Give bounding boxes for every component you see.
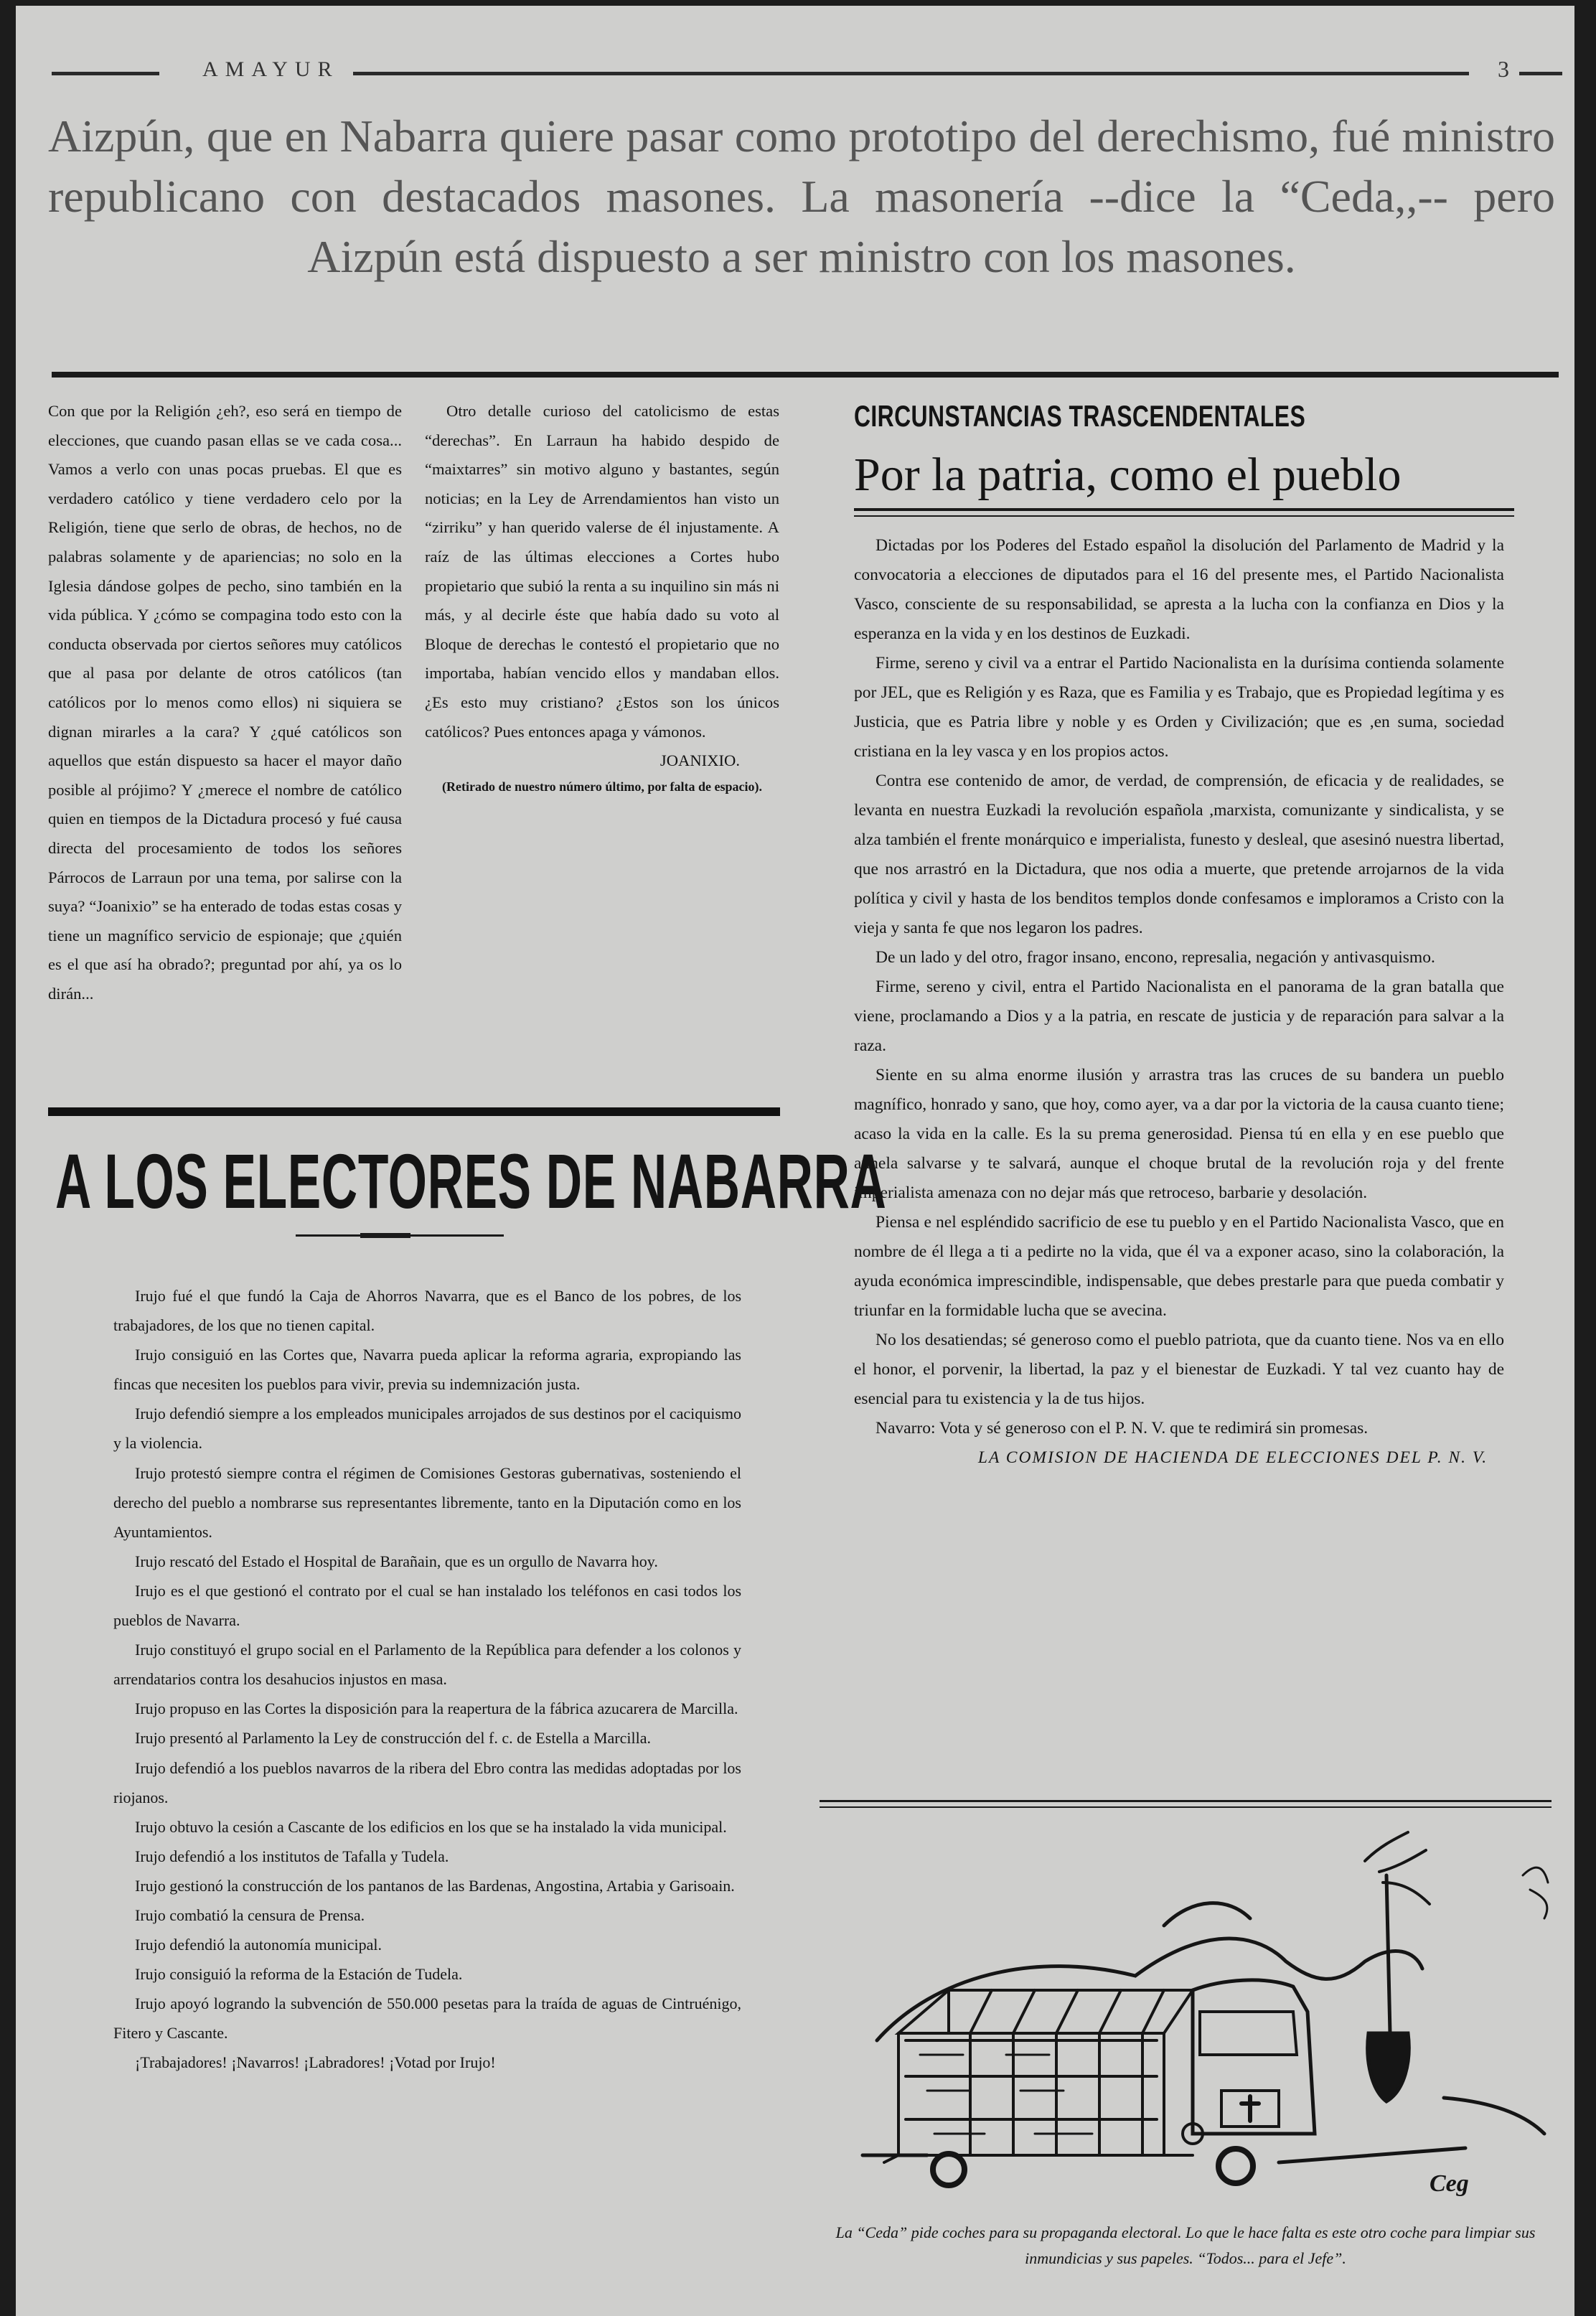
- article-left-paragraph-1: Con que por la Religión ¿eh?, eso será en tiempo de elecciones, que cuando pasan ellas se ve cada cosa... Vamos a verlo con unas pocas pruebas. El que es verdadero católico y tiene verdadero celo por la Religión, tiene que serlo de obras, de hechos, no de palabras solamente y de apariencias; no solo en la Iglesia dándose golpes de pecho, sino también en la vida pública. Y ¿cómo se compagina todo esto con la conducta observada por ciertos señores muy católicos que al pasa por delante de otros católicos (tan católicos por lo menos como ellos) ni siquiera se dignan mirarles a la cara? Y ¿qué católicos son aquellos que están dispuesto sa hacer el mayor daño posible al prójimo? Y ¿merece el nombre de católico quien en tiempos de la Dictadura procesó y fué causa directa del procesamiento de todos los señores Párrocos de Larraun por una tema, por salirse con la suya? “Joanixio” se ha enterado de todas estas cosas y tiene un magnífico servicio de espionaje; que ¿quién es el que así ha obrado?; preguntad por ahí, ya os lo dirán...: [48, 402, 402, 1003]
- title-rule: [854, 508, 1514, 511]
- cartoon-rule: [820, 1806, 1552, 1808]
- cartoon-bushes: [1523, 1867, 1548, 1918]
- electors-paragraph: Irujo combatió la censura de Prensa.: [135, 1905, 365, 1924]
- article-right-paragraph: Piensa e nel espléndido sacrificio de ese tu pueblo y en el Partido Nacionalista Vasco, que en nombre de él llega a ti a pedirte no la vida, que él va a exponer acaso, sino la colaboración, la ayuda económica imprescindible, indispensable, que debes prestarle para que pueda combatir y triunfar en la formidable lucha que se avecina.: [854, 1213, 1504, 1320]
- page-number: 3: [1498, 56, 1509, 82]
- electors-paragraph: Irujo defendió a los pueblos navarros de la ribera del Ebro contra las medidas adoptadas por los riojanos.: [113, 1758, 741, 1806]
- article-right-paragraph: No los desatiendas; sé generoso como el pueblo patriota, que da cuanto tiene. Nos va en ello el honor, el porvenir, la libertad, la paz y el bienestar de Euzkadi. Y tal vez cuanto hay de esencial para tu existencia y la de tus hijos.: [854, 1331, 1504, 1408]
- electors-paragraph: Irujo apoyó logrando la subvención de 550.000 pesetas para la traída de aguas de Cintruénigo, Fitero y Cascante.: [113, 1994, 741, 2043]
- cartoon-artist-signature: Ceg: [1430, 2170, 1469, 2197]
- article-left-note: (Retirado de nuestro número último, por falta de espacio).: [442, 779, 762, 794]
- article-right-paragraph: Navarro: Vota y sé generoso con el P. N. V. que te redimirá sin promesas.: [876, 1419, 1369, 1438]
- masthead-name: AMAYUR: [202, 57, 339, 81]
- electors-closing: ¡Trabajadores! ¡Navarros! ¡Labradores! ¡Votad por Irujo!: [135, 2053, 496, 2072]
- article-right-title: Por la patria, como el pueblo: [854, 449, 1402, 501]
- electors-paragraph: Irujo presentó al Parlamento la Ley de construcción del f. c. de Estella a Marcilla.: [135, 1729, 651, 1748]
- electors-body: [113, 1281, 741, 2078]
- article-right-paragraph: Firme, sereno y civil va a entrar el Partido Nacionalista en la durísima contienda solamente por JEL, que es Religión y es Raza, que es Familia y es Trabajo, que es Propiedad legítima y es Justicia, que es Patria libre y noble y es Orden y Civilización; que es ,en suma, sociedad cristiana en la ley vasca y en los propios actos.: [854, 654, 1504, 761]
- electors-paragraph: Irujo propuso en las Cortes la disposición para la reapertura de la fábrica azucarera de Marcilla.: [135, 1700, 738, 1718]
- electors-paragraph: Irujo protestó siempre contra el régimen de Comisiones Gestoras gubernativas, sosteniendo el derecho del pueblo a nombrarse sus representantes libremente, tanto en la Diputación como en los Ayuntamientos.: [113, 1463, 741, 1541]
- header-rule-right: [1519, 72, 1562, 75]
- cartoon-ground-right: [1444, 2098, 1544, 2134]
- article-right-paragraph: Firme, sereno y civil, entra el Partido Nacionalista en el panorama de la gran batalla que viene, proclamando a Dios y a la patria, en rescate de justicia y de reparación para salvar a la raza.: [854, 977, 1504, 1055]
- electors-paragraph: Irujo defendió la autonomía municipal.: [135, 1936, 382, 1954]
- electors-paragraph: Irujo constituyó el grupo social en el Parlamento de la República para defender a los colonos y arrendatarios contra los desahucios injustos en masa.: [113, 1641, 741, 1689]
- electors-rule: [48, 1107, 780, 1116]
- electors-title: [55, 1138, 887, 1224]
- article-right-body: [854, 531, 1504, 1473]
- electors-paragraph: Irujo rescató del Estado el Hospital de Barañain, que es un orgullo de Navarra hoy.: [135, 1552, 658, 1570]
- electors-paragraph: Irujo defendió a los institutos de Tafalla y Tudela.: [135, 1847, 449, 1865]
- running-header: [52, 56, 1562, 85]
- headline-rule: [52, 372, 1559, 378]
- article-left-column-1: [48, 397, 402, 1008]
- electors-paragraph: Irujo fué el que fundó la Caja de Ahorros Navarra, que es el Banco de los pobres, de los trabajadores, de los que no tienen capital.: [113, 1287, 741, 1335]
- article-right-paragraph: Dictadas por los Poderes del Estado español la disolución del Parlamento de Madrid y la convocatoria a elecciones de diputados para el 16 del presente mes, el Partido Nacionalista Vasco, consciente de su responsabilidad, se apresta a la lucha con la confianza en Dios y la esperanza en la vida y en los destinos de Euzkadi.: [854, 536, 1504, 643]
- header-rule-left: [52, 72, 159, 75]
- title-rule: [854, 515, 1514, 517]
- electors-paragraph: Irujo consiguió la reforma de la Estación de Tudela.: [135, 1965, 463, 1984]
- electors-paragraph: Irujo es el que gestionó el contrato por el cual se han instalado los teléfonos en casi todos los pueblos de Navarra.: [113, 1581, 741, 1630]
- article-right-kicker: CIRCUNSTANCIAS TRASCENDENTALES: [854, 399, 1306, 433]
- cartoon-hill-far: [1164, 1903, 1250, 1926]
- cartoon-illustration: [820, 1818, 1559, 2220]
- article-left-column-2: [425, 397, 779, 797]
- article-left-signature: JOANIXIO.: [659, 751, 740, 770]
- cartoon-wagon: [884, 1980, 1315, 2185]
- newspaper-page: [16, 6, 1574, 2316]
- electors-ornament-bar: [360, 1233, 410, 1238]
- article-left-paragraph-2: Otro detalle curioso del catolicismo de estas “derechas”. En Larraun ha habido despido de “maixtarres” sin motivo alguno y bastantes, según noticias; en la Ley de Arrendamientos han visto un “zirriku” y han querido valerse de él injustamente. A raíz de las últimas elecciones a Cortes hubo propietario que subió la renta a su inquilino sin más ni más, y al decirle éste que había dado su voto al Bloque de derechas le contestó el propietario que no importaba, habían vencido ellos y mandaban ellos. ¿Es esto muy cristiano? ¿Estos son los únicos católicos? Pues entonces apaga y vámonos.: [425, 402, 779, 741]
- electors-paragraph: Irujo obtuvo la cesión a Cascante de los edificios en los que se ha instalado la vida municipal.: [135, 1817, 727, 1836]
- headline: Aizpún, que en Nabarra quiere pasar como prototipo del derechismo, fué ministro republicano con destacados masones. La masonería --dice la “Ceda,,-- pero Aizpún está dispuesto a ser ministro con los masones.: [48, 111, 1555, 282]
- article-right-paragraph: Siente en su alma enorme ilusión y arrastra tras las cruces de su bandera un pueblo magnífico, honrado y sano, que hoy, como ayer, va a dar por la victoria de la causa cuanto tiene; acaso la vida en la calle. Es la su prema generosidad. Piensa tú en ella y en ese pueblo que anhela salvarse y te salvará, aunque el choque brutal de la revolución roja y del frente imperialista amenaza con no dejar más que retroceso, barbarie y desolación.: [854, 1066, 1504, 1202]
- cartoon-ground-mid: [1279, 2148, 1465, 2162]
- cartoon-rule: [820, 1800, 1552, 1802]
- article-right-paragraph: Contra ese contenido de amor, de verdad, de comprensión, de eficacia y de realidades, se levanta en nuestra Euzkadi la revolución española ,marxista, comunizante y sindicalista, y se alza también el frente monárquico e imperialista, funesto y desleal, que asesinó nuestra libertad, que nos arrastró en la Dictadura, que nos odia a muerte, que pretende arrojarnos de la vida política y civil y hasta de los benditos templos donde confesamos e imploramos a Cristo con la vieja y santa fe que nos legaron los padres.: [854, 772, 1504, 937]
- header-rule-middle: [353, 72, 1469, 75]
- electors-paragraph: Irujo gestionó la construcción de los pantanos de las Bardenas, Angostina, Artabia y Garisoain.: [135, 1876, 735, 1895]
- electors-title-text: A LOS ELECTORES DE NABARRA: [55, 1138, 887, 1224]
- electors-paragraph: Irujo defendió siempre a los empleados municipales arrojados de sus destinos por el caciquismo y la violencia.: [113, 1405, 741, 1453]
- article-right-signature: LA COMISION DE HACIENDA DE ELECCIONES DEL P. N. V.: [977, 1448, 1488, 1467]
- electors-paragraph: Irujo consiguió en las Cortes que, Navarra pueda aplicar la reforma agraria, expropiando las fincas que necesiten los pueblos para vivir, previa su indemnización justa.: [113, 1346, 741, 1394]
- article-right-paragraph: De un lado y del otro, fragor insano, encono, represalia, negación y antivasquismo.: [876, 948, 1435, 967]
- cartoon-caption: La “Ceda” pide coches para su propaganda electoral. Lo que le hace falta es este otro coche para limpiar sus inmundicias y sus papeles. “Todos... para el Jefe”.: [835, 2223, 1536, 2267]
